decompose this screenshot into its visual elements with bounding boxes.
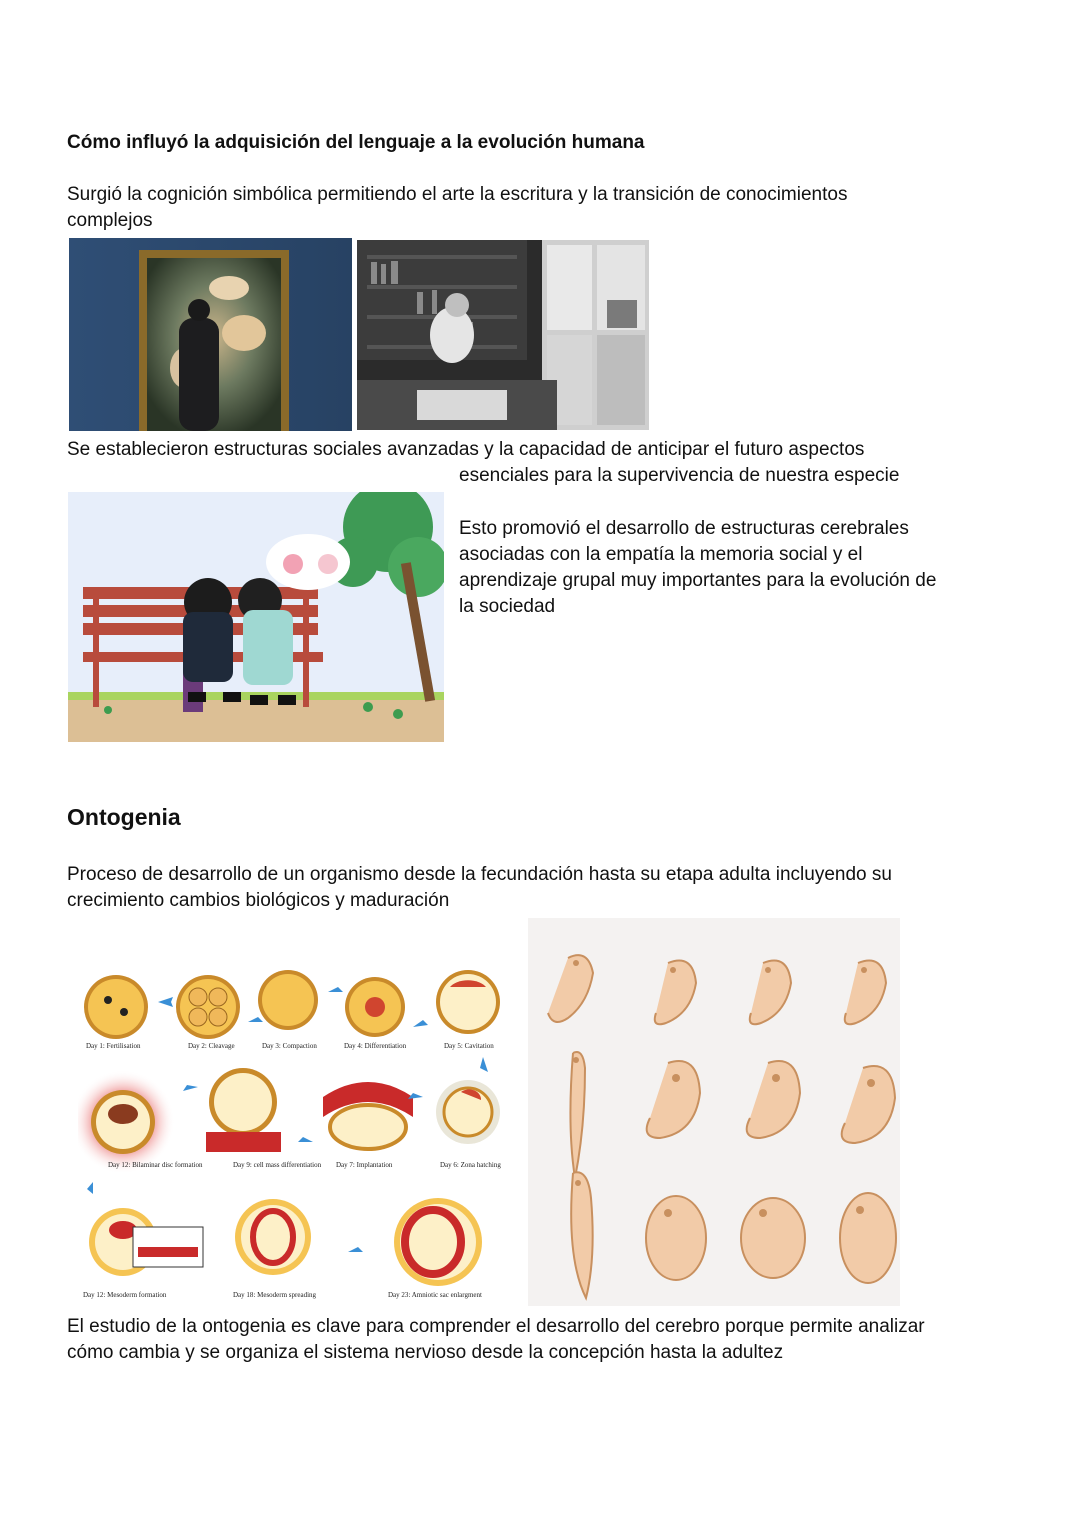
day18-label: Day 18: Mesoderm spreading [233,1291,317,1299]
embryo-stages-illustration [528,918,900,1306]
embryo-development-diagram [78,952,508,1304]
day23-label: Day 23: Amniotic sac enlargment [388,1291,482,1299]
day6-label: Day 6: Zona hatching [440,1161,501,1169]
paragraph: Se establecieron estructuras sociales avanzadas y la capacidad de anticipar el futuro aspectos [67,439,865,460]
day9-label: Day 9: cell mass differentiation [233,1161,322,1169]
day1-label: Day 1: Fertilisation [86,1042,141,1050]
day12b-label: Day 12: Mesoderm formation [83,1291,167,1299]
paragraph: Surgió la cognición simbólica permitiendo el arte la escritura y la transición de conocimientos complejos [67,184,848,231]
day2-label: Day 2: Cleavage [188,1042,235,1050]
section-title: Ontogenia [67,804,181,830]
day3-label: Day 3: Compaction [262,1042,317,1050]
paragraph: El estudio de la ontogenia es clave para comprender el desarrollo del cerebro porque permite analizar cómo cambia y se organiza el sistema nervioso desde la concepción hasta la adultez [67,1316,925,1363]
day5-label: Day 5: Cavitation [444,1042,494,1050]
paragraph: Proceso de desarrollo de un organismo desde la fecundación hasta su etapa adulta incluyendo su crecimiento cambios biológicos y maduración [67,864,892,911]
writer-desk-photo [357,240,649,430]
day7-label: Day 7: Implantation [336,1161,393,1169]
day4-label: Day 4: Differentiation [344,1042,407,1050]
paragraph: esenciales para la supervivencia de nuestra especie [459,465,900,486]
section-title: Cómo influyó la adquisición del lenguaje a la evolución humana [67,132,645,153]
bench-illustration [68,492,444,742]
paragraph: Esto promovió el desarrollo de estructuras cerebrales asociadas con la empatía la memoria social y el aprendizaje grupal muy importantes para la evolución de la sociedad [459,518,937,617]
museum-painting-photo [69,238,352,431]
day12a-label: Day 12: Bilaminar disc formation [108,1161,203,1169]
